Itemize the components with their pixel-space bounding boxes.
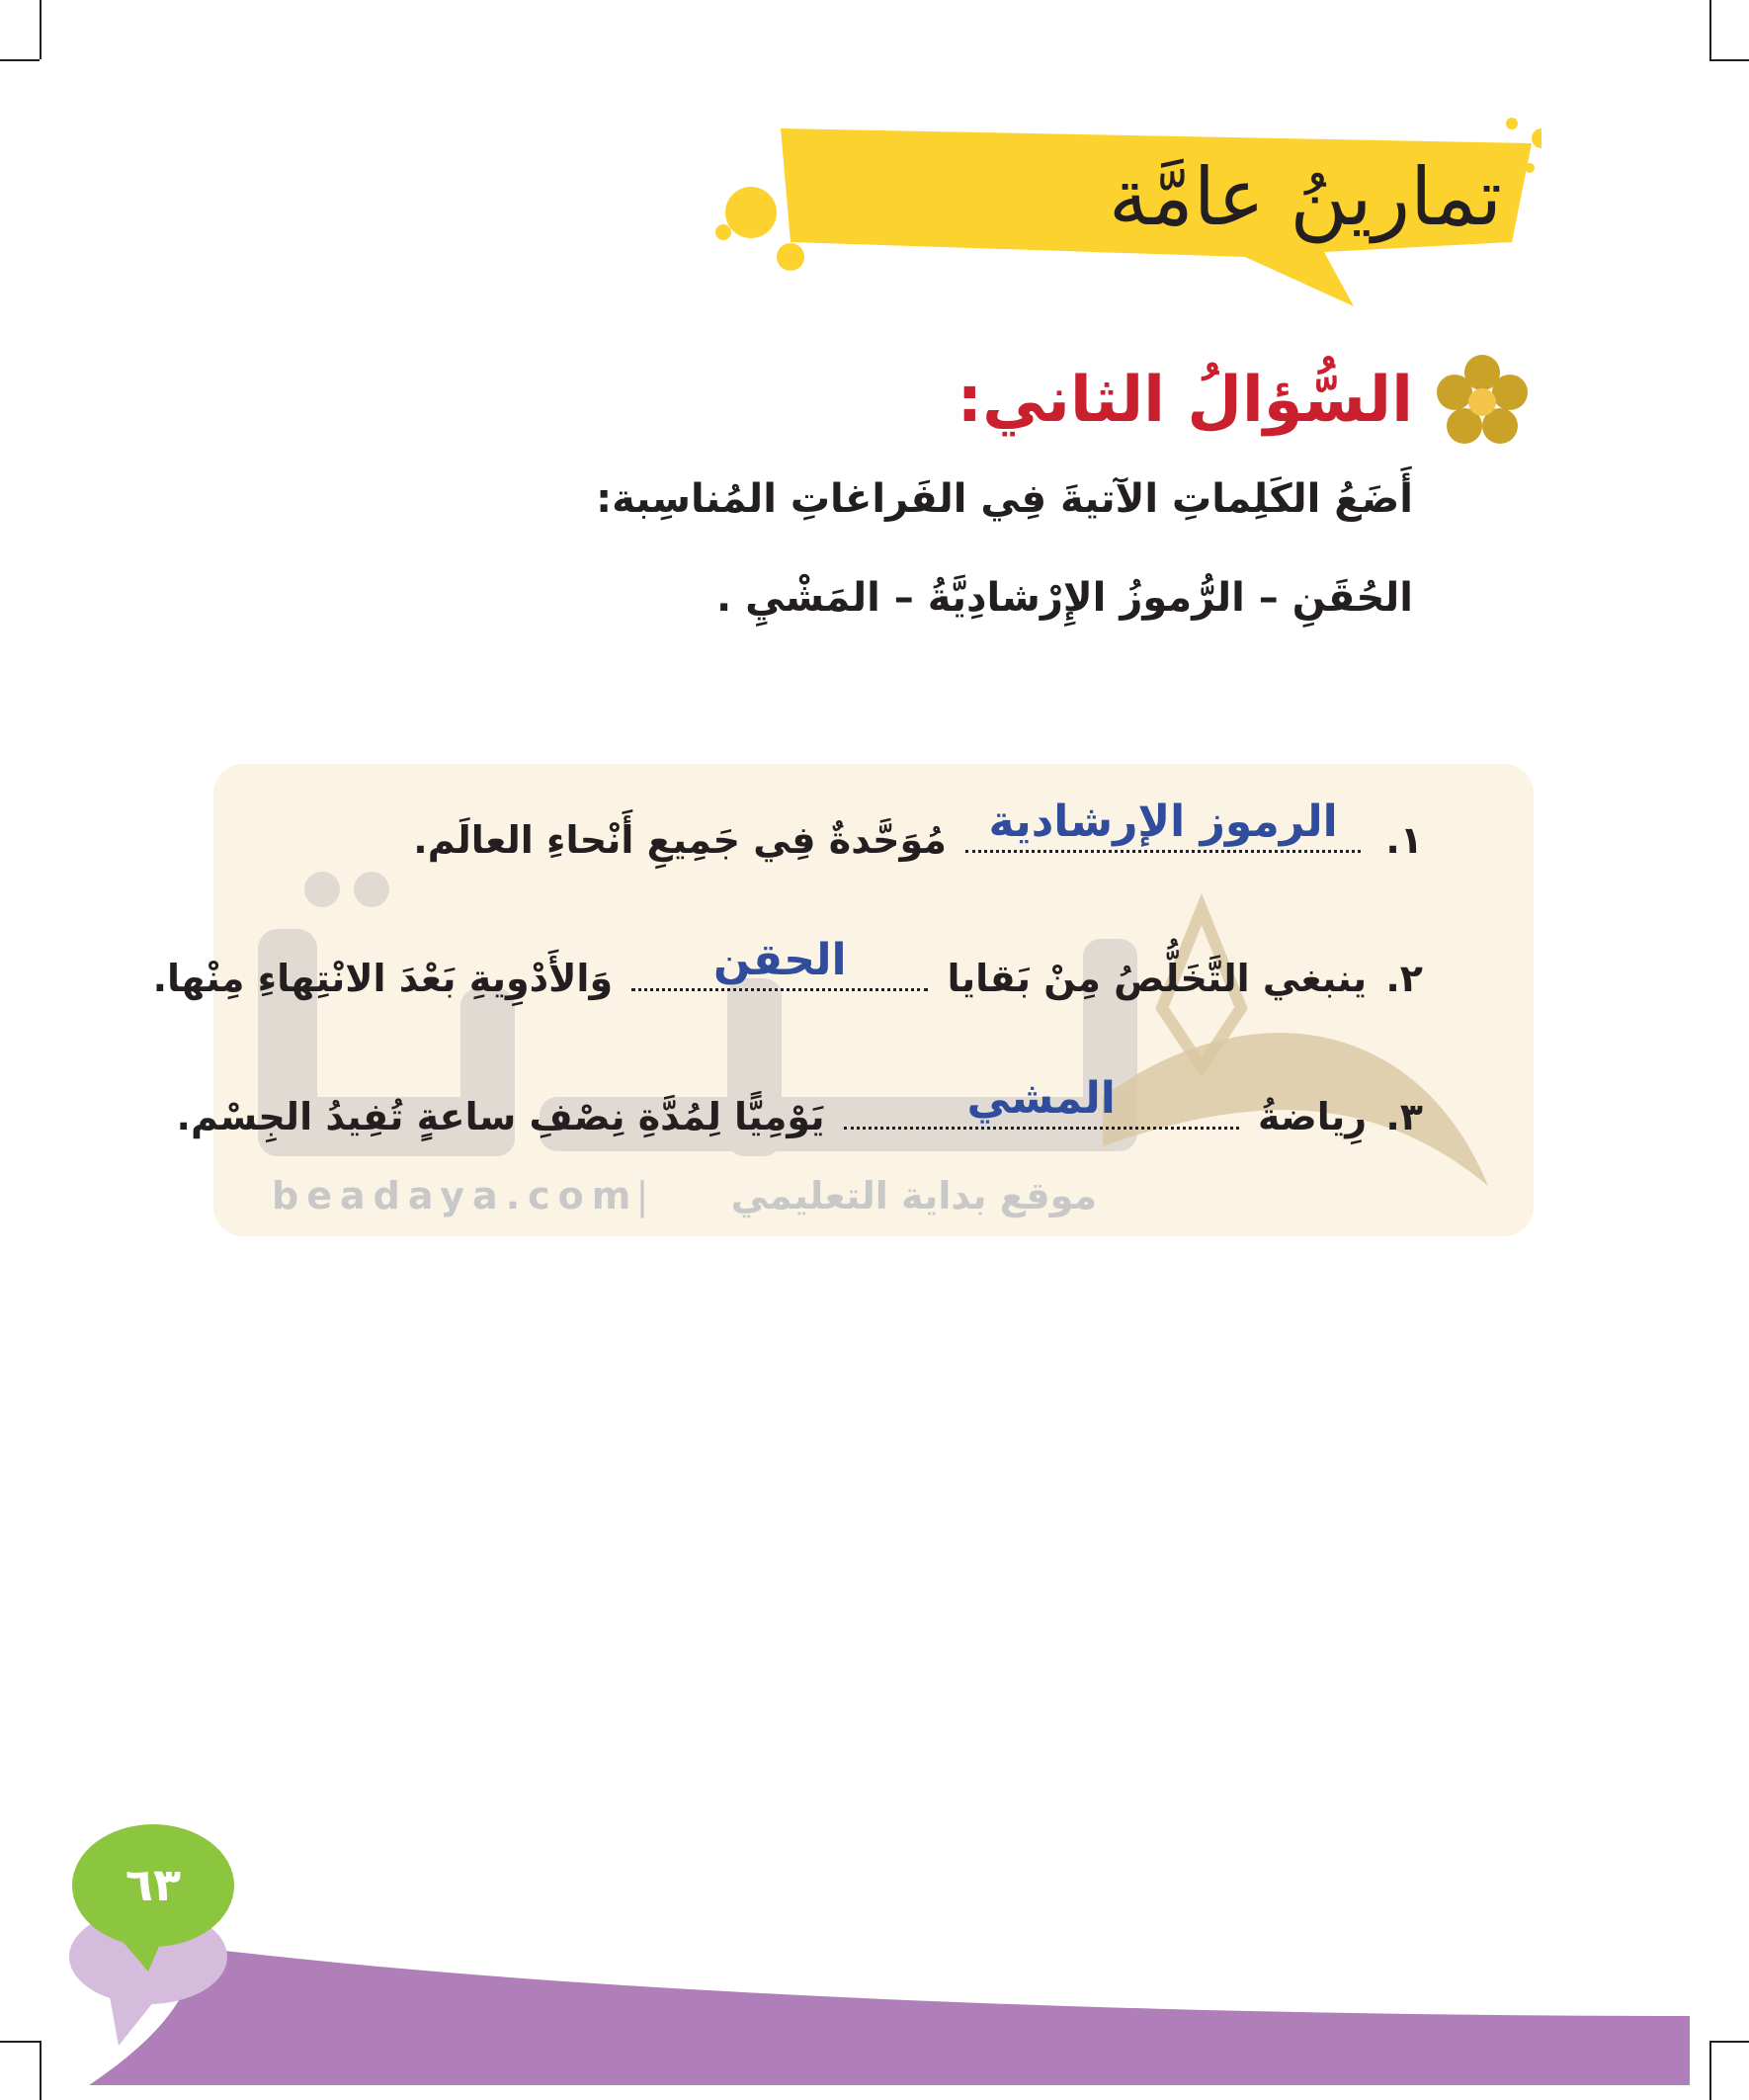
item-text-before: ينبغي التَّخَلُّصُ مِنْ بَقايا — [947, 957, 1368, 1000]
crop-mark — [1709, 59, 1749, 61]
question-instruction: أَضَعُ الكَلِماتِ الآتيةَ فِي الفَراغاتِ المُناسِبة: — [596, 476, 1413, 522]
crop-mark — [0, 59, 40, 61]
footer-wave — [0, 1799, 1749, 2100]
answer-text: الحقن — [713, 935, 847, 985]
list-item — [176, 1073, 1423, 1156]
flower-icon — [1433, 351, 1532, 450]
watermark-domain: beadaya.com — [272, 1174, 639, 1218]
answer-blank[interactable] — [965, 797, 1361, 853]
answer-text: الرموز الإرشادية — [988, 797, 1338, 847]
answer-text: المشي — [966, 1073, 1116, 1124]
item-text-before: رِياضةُ — [1257, 1095, 1368, 1138]
crop-mark — [40, 0, 42, 59]
list-item — [152, 935, 1423, 1018]
item-text-after: مُوَحَّدةٌ فِي جَمِيعِ أَنْحاءِ العالَم. — [413, 818, 947, 862]
question-title: السُّؤالُ الثاني: — [957, 364, 1413, 437]
word-bank: الحُقَنِ – الرُّموزُ الإِرْشادِيَّةُ – المَشْيِ . — [716, 575, 1413, 621]
answer-blank[interactable] — [631, 935, 928, 991]
item-number: ٣. — [1385, 1095, 1423, 1138]
item-number: ٢. — [1385, 957, 1423, 1000]
page-number: ٦٣ — [125, 1858, 182, 1911]
answer-blank[interactable] — [844, 1073, 1239, 1130]
page-title: تمارينُ عامَّة — [1109, 151, 1502, 243]
list-item — [237, 797, 1423, 880]
item-number: ١. — [1385, 818, 1423, 862]
item-text-after: يَوْمِيًّا لِمُدَّةِ نِصْفِ ساعةٍ تُفِيدُ الجِسْم. — [176, 1095, 825, 1138]
watermark-separator: | — [635, 1174, 649, 1218]
watermark-site-name: موقع بداية التعليمي — [730, 1174, 1097, 1218]
title-banner — [711, 109, 1541, 306]
crop-mark — [1709, 0, 1711, 59]
item-text-after: وَالأَدْوِيةِ بَعْدَ الانْتِهاءِ مِنْها. — [152, 957, 614, 1000]
